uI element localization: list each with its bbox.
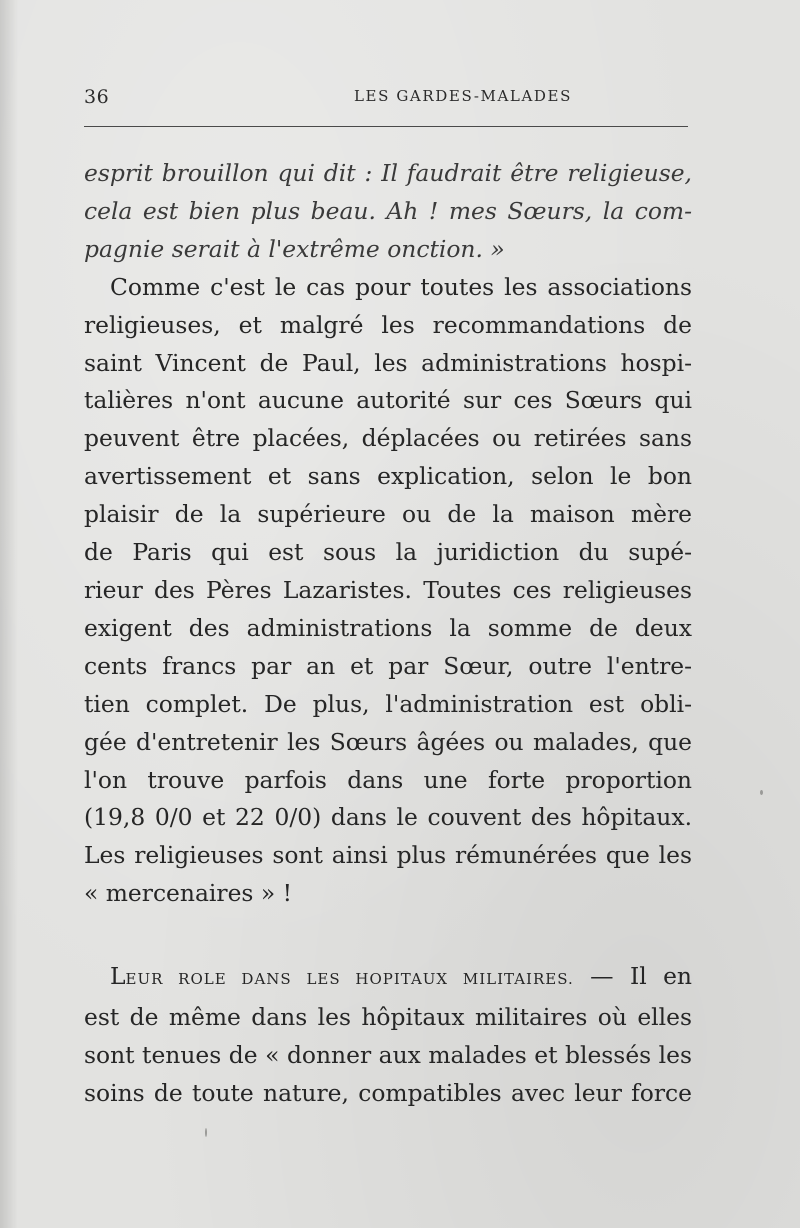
page-gutter-shadow	[0, 0, 18, 1228]
paragraph-line: soins de toute nature, compatibles avec leur force	[84, 1078, 692, 1107]
section-heading-small-caps: EUR ROLE DANS LES HOPITAUX MILITAIRES.	[125, 970, 574, 989]
section-gap	[84, 913, 692, 958]
paragraph-line: saint Vincent de Paul, les administrations hospi-	[84, 348, 692, 377]
section-heading-line	[84, 958, 692, 999]
paragraph-line: sont tenues de « donner aux malades et blessés les	[84, 1040, 692, 1069]
section-heading-initial: L	[110, 962, 126, 991]
paragraph-line: (19,8 0/0 et 22 0/0) dans le couvent des hôpitaux.	[84, 803, 692, 832]
paragraph-line: tien complet. De plus, l'administration est obli-	[84, 689, 692, 718]
section-heading-continuation: — Il en	[573, 962, 692, 991]
running-title: LES GARDES-MALADES	[354, 87, 572, 105]
paragraph-line: cents francs par an et par Sœur, outre l'entre-	[84, 651, 692, 680]
quote-line: esprit brouillon qui dit : Il faudrait être religieuse,	[84, 159, 692, 187]
header-rule	[84, 126, 688, 127]
paragraph-line: l'on trouve parfois dans une forte proportion	[84, 765, 692, 794]
paragraph-line: Les religieuses sont ainsi plus rémunérées que les	[84, 841, 692, 870]
paragraph-line: plaisir de la supérieure ou de la maison mère	[84, 500, 692, 529]
quote-line: cela est bien plus beau. Ah ! mes Sœurs, la com-	[84, 196, 692, 225]
paragraph-line: est de même dans les hôpitaux militaires où elles	[84, 1003, 692, 1032]
paragraph-line: Comme c'est le cas pour toutes les associations	[110, 272, 692, 301]
paragraph-line: exigent des administrations la somme de deux	[84, 613, 692, 642]
quote-line: pagnie serait à l'extrême onction. »	[84, 234, 505, 263]
paper-speck	[205, 1128, 207, 1137]
page-number: 36	[84, 86, 110, 108]
paragraph-line: talières n'ont aucune autorité sur ces Sœurs qui	[84, 386, 692, 415]
paper-speck	[760, 790, 763, 795]
paragraph-line: « mercenaires » !	[84, 879, 292, 908]
running-head	[84, 86, 688, 110]
paragraph-line: gée d'entretenir les Sœurs âgées ou malades, que	[84, 727, 692, 756]
paragraph-line: de Paris qui est sous la juridiction du supé-	[84, 538, 692, 567]
paragraph-line: rieur des Pères Lazaristes. Toutes ces religieuses	[84, 575, 692, 604]
paragraph-line: peuvent être placées, déplacées ou retirées sans	[84, 424, 692, 453]
paragraph-line: avertissement et sans explication, selon le bon	[84, 462, 692, 491]
page-text	[84, 155, 692, 1113]
paragraph-line: religieuses, et malgré les recommandations de	[84, 310, 692, 339]
